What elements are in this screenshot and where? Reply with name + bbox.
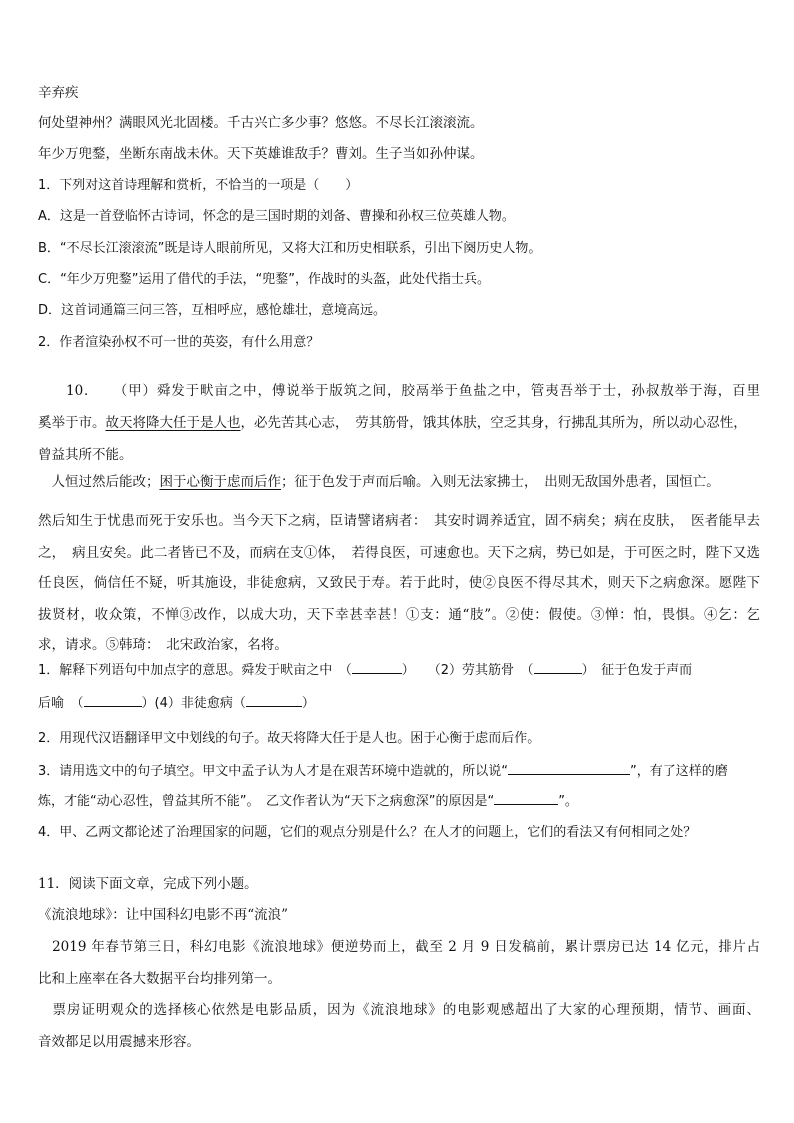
answer-blank[interactable] xyxy=(246,694,302,707)
underlined-sentence: 困于心衡于虑而后作 xyxy=(159,474,281,490)
article-title: 《流浪地球》：让中国科幻电影不再“流浪” xyxy=(38,907,289,923)
question-part: 1．解释下列语句中加点字的意思。舜发于畎亩之中 （ xyxy=(38,663,352,678)
question-part: 炼，才能“动心忍性，曾益其所不能”。 乙文作者认为“天下之病愈深”的原因是“ xyxy=(38,794,495,809)
question-part: ） xyxy=(301,696,315,711)
answer-blank[interactable] xyxy=(508,762,630,775)
question-text: 4．甲、乙两文都论述了治理国家的问题，它们的观点分别是什么？在人才的问题上，它们的看法又有何相同之处？ xyxy=(38,825,697,840)
question-text xyxy=(38,792,760,811)
passage-text: 人恒过然后能改； xyxy=(38,474,160,490)
poem-line: 年少万兜鍪，坐断东南战未休。天下英雄谁敌手？曹刘。生子当如孙仲谋。 xyxy=(38,146,484,162)
passage-line: 任良医，倘信任不疑，听其施设，非徒愈病，又致民于寿。若于此时，使②良医不得尽其术，则天下之病愈深。愿陛下 xyxy=(38,575,760,591)
option-d: D．这首词通篇三问三答，互相呼应，感怆雄壮，意境高远。 xyxy=(38,303,387,318)
passage-text: 奚举于市。 xyxy=(38,415,106,431)
option-b: B．“不尽长江滚滚流”既是诗人眼前所见，又将大江和历史相联系，引出下阕历史人物。 xyxy=(38,241,542,256)
passage-line xyxy=(38,414,760,432)
article-line: 票房证明观众的选择核心依然是电影品质，因为《流浪地球》的电影观感超出了大家的心理预期，情节、画面、 xyxy=(38,1002,760,1018)
answer-blank[interactable] xyxy=(352,661,402,674)
poem-line: 何处望神州？满眼风光北固楼。千古兴亡多少事？悠悠。不尽长江滚滚流。 xyxy=(38,115,484,131)
article-line: 比和上座率在各大数据平台均排列第一。 xyxy=(38,971,281,987)
question-part: ） （2）劳其筋骨 （ xyxy=(401,663,534,678)
question-text xyxy=(38,694,760,713)
question-intro: 11．阅读下面文章，完成下列小题。 xyxy=(38,876,258,892)
answer-blank[interactable] xyxy=(84,694,142,707)
question-text xyxy=(38,661,760,680)
option-a: A．这是一首登临怀古诗词，怀念的是三国时期的刘备、曹操和孙权三位英雄人物。 xyxy=(38,209,515,224)
article-line: 音效都足以用震撼来形容。 xyxy=(38,1034,200,1050)
passage-line: 拔贤材，收众策，不惮③改作，以成大功，天下幸甚幸甚！①支：通“肢”。②使：假使。③惮：怕，畏惧。④乞：乞 xyxy=(38,607,760,623)
question-text xyxy=(38,762,760,781)
passage-line: 10． （甲）舜发于畎亩之中，傅说举于版筑之间，胶鬲举于鱼盐之中，管夷吾举于士，孙叔敖举于海，百里 xyxy=(66,383,760,399)
passage-line: 之， 病且安矣。此二者皆已不及，而病在支①体， 若得良医，可速愈也。天下之病，势已如是，于可医之时，陛下又选 xyxy=(38,545,760,561)
passage-line: 曾益其所不能。 xyxy=(38,447,133,463)
question-text: 2．用现代汉语翻译甲文中划线的句子。故天将降大任于是人也。困于心衡于虑而后作。 xyxy=(38,731,541,746)
passage-text: ，必先苦其心志， 劳其筋骨，饿其体肤，空乏其身，行拂乱其所为，所以动心忍性， xyxy=(240,415,747,431)
passage-text: ；征于色发于声而后喻。入则无法家拂士， 出则无敌国外患者，国恒亡。 xyxy=(281,474,720,490)
passage-line xyxy=(38,473,760,491)
question-part: 后喻 （ xyxy=(38,696,84,711)
underlined-sentence: 故天将降大任于是人也 xyxy=(105,415,241,431)
question-text: 2．作者渲染孙权不可一世的英姿，有什么用意？ xyxy=(38,335,320,350)
question-part: ） 征于色发于声而 xyxy=(581,663,693,678)
question-part: ）(4）非徒愈病（ xyxy=(141,696,246,711)
passage-line: 求，请求。⑤韩琦： 北宋政治家，名将。 xyxy=(38,637,288,653)
article-line: 2019 年春节第三日，科幻电影《流浪地球》便逆势而上，截至 2 月 9 日发稿前，累计票房已达 14 亿元，排片占 xyxy=(38,939,760,955)
question-part: ”，有了这样的磨 xyxy=(630,764,728,779)
option-c: C．“年少万兜鍪”运用了借代的手法，“兜鍪”，作战时的头盔，此处代指士兵。 xyxy=(38,272,491,287)
question-text: 1．下列对这首诗理解和赏析，不恰当的一项是（ ） xyxy=(38,178,359,193)
poem-author: 辛弃疾 xyxy=(38,85,79,101)
question-part: 3．请用选文中的句子填空。甲文中孟子认为人才是在艰苦环境中造就的，所以说“ xyxy=(38,764,509,779)
answer-blank[interactable] xyxy=(534,661,582,674)
passage-line: 然后知生于忧患而死于安乐也。当今天下之病，臣请譬诸病者： 其安时调养适宜，固不病矣；病在皮肤， 医者能早去 xyxy=(38,513,760,529)
question-part: ”。 xyxy=(558,794,578,809)
answer-blank[interactable] xyxy=(494,792,558,805)
